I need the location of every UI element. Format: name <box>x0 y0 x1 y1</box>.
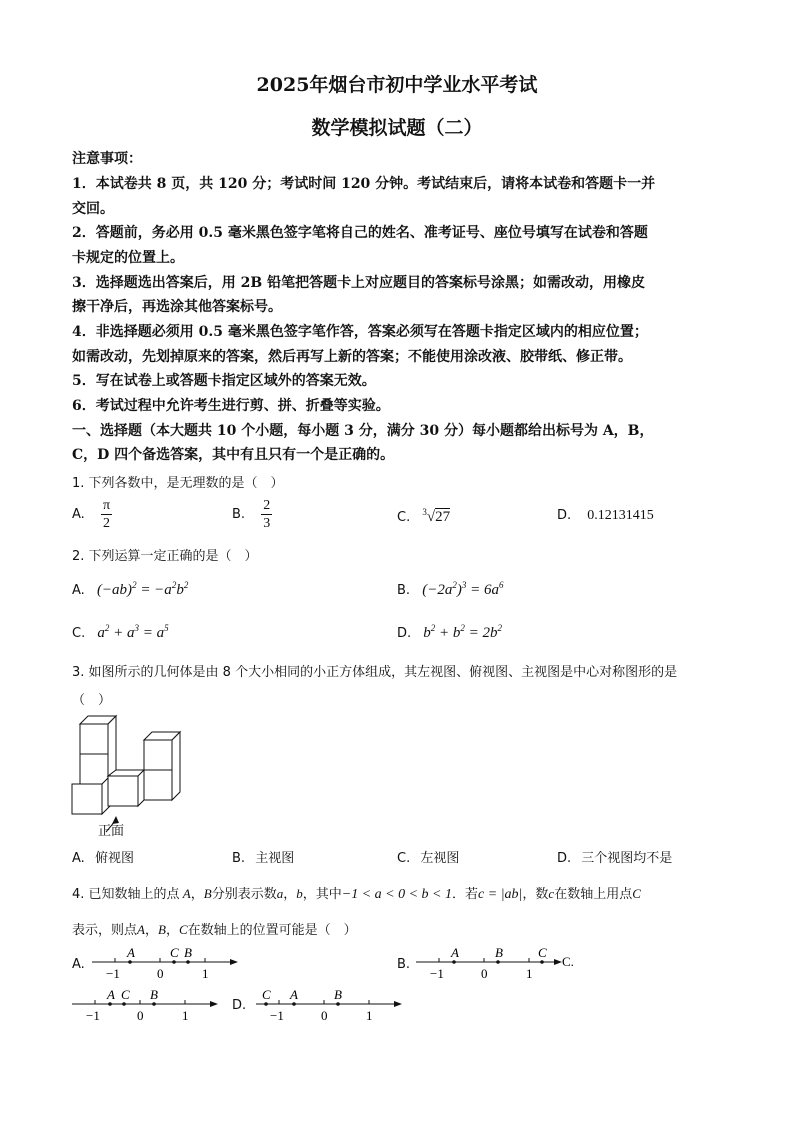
svg-text:−1: −1 <box>430 966 444 981</box>
q3-stem-paren: （ ） <box>72 693 112 708</box>
q3-stem: 3. 如图所示的几何体是由 8 个大小相同的小正方体组成，其左视图、俯视图、主视图是中心对称图形的是 <box>72 665 678 680</box>
svg-text:A: A <box>107 987 115 1002</box>
q4-stem-line1: 4. 已知数轴上的点 A，B分别表示数a，b，其中−1 < a < 0 < b < 1．若c = |ab|，数c在数轴上用点C <box>72 886 641 902</box>
svg-text:B: B <box>495 945 503 960</box>
svg-text:0: 0 <box>137 1008 144 1023</box>
q1-option-c: C. $^3$√27 <box>397 507 451 525</box>
svg-text:1: 1 <box>182 1008 189 1023</box>
note-line: 卡规定的位置上。 <box>72 250 184 266</box>
note-line: 1．本试卷共 8 页，共 120 分；考试时间 120 分钟。考试结束后，请将本试卷和答题卡一并 <box>72 176 656 192</box>
svg-text:0: 0 <box>157 966 164 981</box>
svg-text:B: B <box>184 945 192 960</box>
svg-text:0: 0 <box>321 1008 328 1023</box>
q1-stem: 1. 下列各数中，是无理数的是（ ） <box>72 476 284 491</box>
svg-text:B: B <box>334 987 342 1002</box>
q1-option-d: D. 0.12131415 <box>557 508 654 523</box>
svg-text:A: A <box>290 987 298 1002</box>
q2-stem: 2. 下列运算一定正确的是（ ） <box>72 549 258 564</box>
note-line: 交回。 <box>72 201 114 217</box>
svg-text:1: 1 <box>366 1008 373 1023</box>
section-heading: 一、选择题（本大题共 10 个小题，每小题 3 分，满分 30 分）每小题都给出标号为 A，B， <box>72 423 654 439</box>
q2-option-c: C. $a^2 + a^3 = a^5$ <box>72 623 169 641</box>
svg-text:C: C <box>121 987 130 1002</box>
exam-title: 2025年烟台市初中学业水平考试 <box>256 74 538 96</box>
svg-text:C: C <box>170 945 179 960</box>
q2-option-d: D. $b^2 + b^2 = 2b^2$ <box>397 623 503 641</box>
notes-heading: 注意事项： <box>72 151 142 167</box>
exam-subtitle: 数学模拟试题（二） <box>311 117 483 139</box>
svg-text:−1: −1 <box>86 1008 100 1023</box>
svg-text:0: 0 <box>481 966 488 981</box>
svg-text:B: B <box>150 987 158 1002</box>
q4-stem-line2: 表示，则点A，B，C在数轴上的位置可能是（ ） <box>72 922 357 938</box>
q4-option-d-label: D. <box>232 998 247 1013</box>
q4-option-a-label: A. <box>72 957 85 972</box>
note-line: 如需改动，先划掉原来的答案，然后再写上新的答案；不能使用涂改液、胶带纸、修正带。 <box>72 349 632 365</box>
svg-text:A: A <box>127 945 135 960</box>
svg-text:A: A <box>451 945 459 960</box>
q3-option-b: B. 主视图 <box>232 851 295 866</box>
svg-text:−1: −1 <box>106 966 120 981</box>
q4-number-line-b <box>412 942 577 982</box>
q3-option-a: A. 俯视图 <box>72 851 134 866</box>
q4-number-line-a <box>88 942 243 982</box>
q2-option-a: A. $(-ab)^2 = -a^2b^2$ <box>72 580 189 598</box>
q4-number-line-d <box>252 984 407 1024</box>
cube-figure <box>70 712 190 842</box>
q4-option-b-label: B. <box>397 957 411 972</box>
svg-text:1: 1 <box>526 966 533 981</box>
note-line: 4．非选择题必须用 0.5 毫米黑色签字笔作答，答案必须写在答题卡指定区域内的相应位置； <box>72 324 648 340</box>
note-line: 6．考试过程中允许考生进行剪、拼、折叠等实验。 <box>72 398 390 414</box>
svg-text:1: 1 <box>202 966 209 981</box>
q3-option-d: D. 三个视图均不是 <box>557 851 673 866</box>
svg-text:C: C <box>538 945 547 960</box>
q4-number-line-c <box>68 984 223 1024</box>
q1-option-a: A. $\frac{\pi}{2}$ <box>72 498 111 531</box>
section-heading-cont: C，D 四个备选答案，其中有且只有一个是正确的。 <box>72 447 395 463</box>
note-line: 5．写在试卷上或答题卡指定区域外的答案无效。 <box>72 373 376 389</box>
figure-label-front: 正面 <box>98 824 125 839</box>
q3-option-c: C. 左视图 <box>397 851 460 866</box>
svg-text:−1: −1 <box>270 1008 284 1023</box>
note-line: 3．选择题选出答案后，用 2B 铅笔把答题卡上对应题目的答案标号涂黑；如需改动，用橡皮 <box>72 275 646 291</box>
q1-option-b: B. $\frac{2}{3}$ <box>232 498 271 531</box>
note-line: 擦干净后，再选涂其他答案标号。 <box>72 299 282 315</box>
q4-option-c-label: C. <box>562 954 574 969</box>
svg-text:C: C <box>262 987 271 1002</box>
q2-option-b: B. $(-2a^2)^3 = 6a^6$ <box>397 580 504 598</box>
note-line: 2．答题前，务必用 0.5 毫米黑色签字笔将自己的姓名、准考证号、座位号填写在试卷和答题 <box>72 225 648 241</box>
